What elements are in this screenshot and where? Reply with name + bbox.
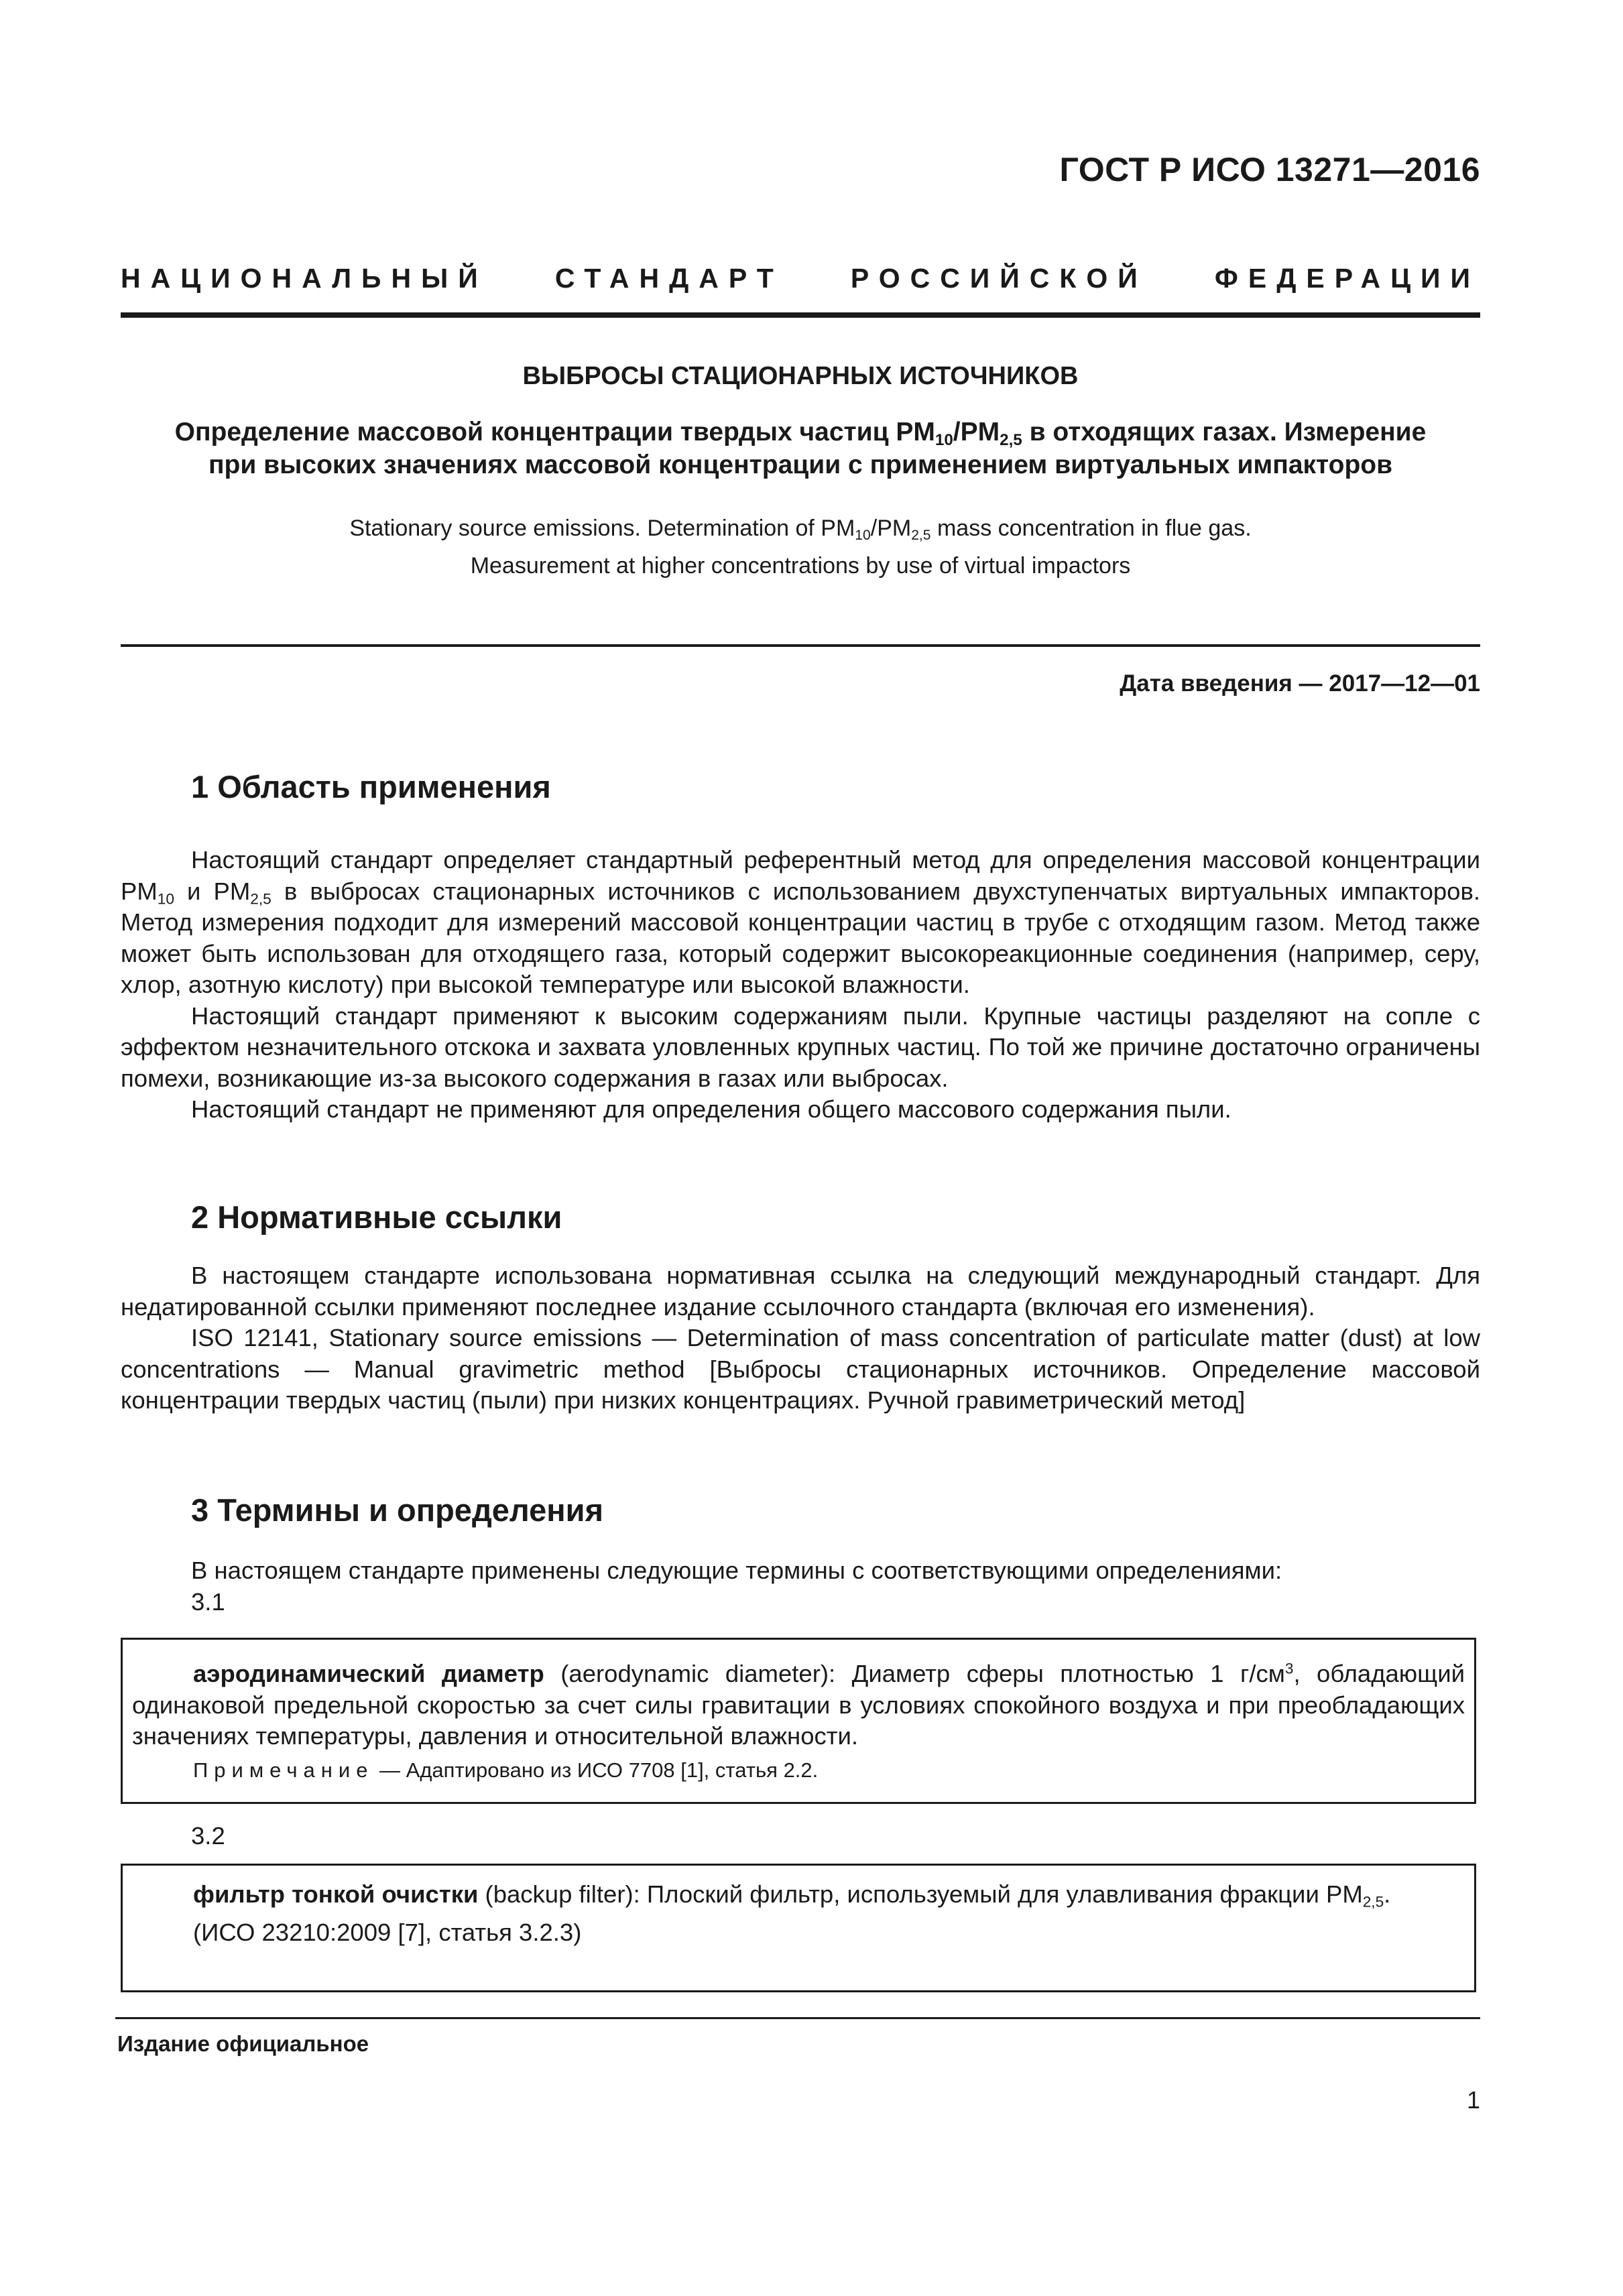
term-box-backup-filter (121, 1864, 1476, 1992)
paragraph: Настоящий стандарт применяют к высоким содержаниям пыли. Крупные частицы разделяют на сопле с эффектом незначительного отскока и захвата уловленных крупных частиц. По той же причине достаточно ограничены помехи, возникающие из-за высокого содержания в газах или выбросах. (121, 1002, 1480, 1092)
paragraph: В настоящем стандарте применены следующие термины с соответствующими определениями: (191, 1557, 1282, 1584)
paragraph: Настоящий стандарт определяет стандартный референтный метод для определения массовой концентрации $PM_{10}$ и $PM_{2,5}$ в выбросах стационарных источников с использованием двухступенчатых виртуальных импакторов. Метод измерения подходит для измерений массовой концентрации частиц в трубе с отходящим газом. Метод также может быть использован для отходящего газа, который содержит высокореакционные соединения (например, серу, хлор, азотную кислоту) при высокой температуре или высокой влажности. (121, 846, 1481, 998)
section-scope-body (121, 845, 1480, 1126)
subtitle-line-1: Определение массовой концентрации твердых частиц $PM_{10}/PM_{2,5}$ в отходящих газах. Измерение (174, 418, 1427, 449)
section-heading-references: 2 Нормативные ссылки (191, 1199, 562, 1235)
term-name: аэродинамический диаметр (193, 1660, 544, 1687)
header-rule (121, 312, 1480, 318)
paragraph: ISO 12141, Stationary source emissions — Determination of mass concentration of particulate matter (dust) at low concentrations — Manual gravimetric method [Выбросы стационарных источников. Определение массовой концентрации твердых частиц (пыли) при низких концентрациях. Ручной гравиметрический метод] (121, 1324, 1480, 1414)
paragraph: В настоящем стандарте использована нормативная ссылка на следующий международный стандарт. Для недатированной ссылки применяют последнее издание ссылочного стандарта (включая его изменения). (121, 1262, 1480, 1321)
introduction-date: Дата введения — 2017—12—01 (1120, 670, 1480, 697)
section-heading-terms: 3 Термины и определения (191, 1492, 603, 1528)
standard-subtitle (121, 416, 1480, 481)
official-edition-label: Издание официальное (117, 2031, 369, 2056)
english-title-line-1: Stationary source emissions. Determination of $PM_{10}/PM_{2,5}$ mass concentration in flue gas. (349, 516, 1252, 543)
section-references-body (121, 1260, 1480, 1416)
term-number: 3.2 (191, 1822, 225, 1850)
paragraph: Настоящий стандарт не применяют для определения общего массового содержания пыли. (191, 1095, 1231, 1123)
footer-rule (115, 2017, 1480, 2019)
english-title (121, 509, 1480, 585)
page-number: 1 (1466, 2086, 1480, 2114)
national-standard-title: НАЦИОНАЛЬНЫЙ СТАНДАРТ РОССИЙСКОЙ ФЕДЕРАЦИИ (121, 263, 1480, 294)
term-number: 3.1 (191, 1587, 225, 1616)
term-definition: фильтр тонкой очистки (backup filter): Плоский фильтр, используемый для улавливания фракции $PM_{2,5}$. (193, 1880, 1391, 1911)
term-name: фильтр тонкой очистки (193, 1880, 479, 1908)
title-rule (121, 644, 1480, 647)
term-note: Примечание — Адаптировано из ИСО 7708 [1], статья 2.2. (193, 1758, 819, 1782)
section-heading-scope: 1 Область применения (191, 769, 551, 804)
section-terms-intro (121, 1555, 1480, 1618)
term-box-aerodynamic-diameter (121, 1638, 1476, 1804)
document-code: ГОСТ Р ИСО 13271—2016 (1059, 151, 1480, 188)
term-source: (ИСО 23210:2009 [7], статья 3.2.3) (193, 1918, 582, 1946)
term-definition: аэродинамический диаметр (aerodynamic diameter): Диаметр сферы плотностью 1 $г/см^3$, обладающий одинаковой предельной скоростью за счет силы гравитации в условиях спокойного воздуха и при преобладающих значениях температуры, давления и относительной влажности. (132, 1660, 1465, 1750)
english-title-line-2: Measurement at higher concentrations by use of virtual impactors (470, 553, 1131, 579)
subtitle-line-2: при высоких значениях массовой концентрации с применением виртуальных импакторов (208, 450, 1393, 479)
note-label: Примечание (193, 1758, 374, 1782)
standard-title: ВЫБРОСЫ СТАЦИОНАРНЫХ ИСТОЧНИКОВ (522, 362, 1079, 390)
